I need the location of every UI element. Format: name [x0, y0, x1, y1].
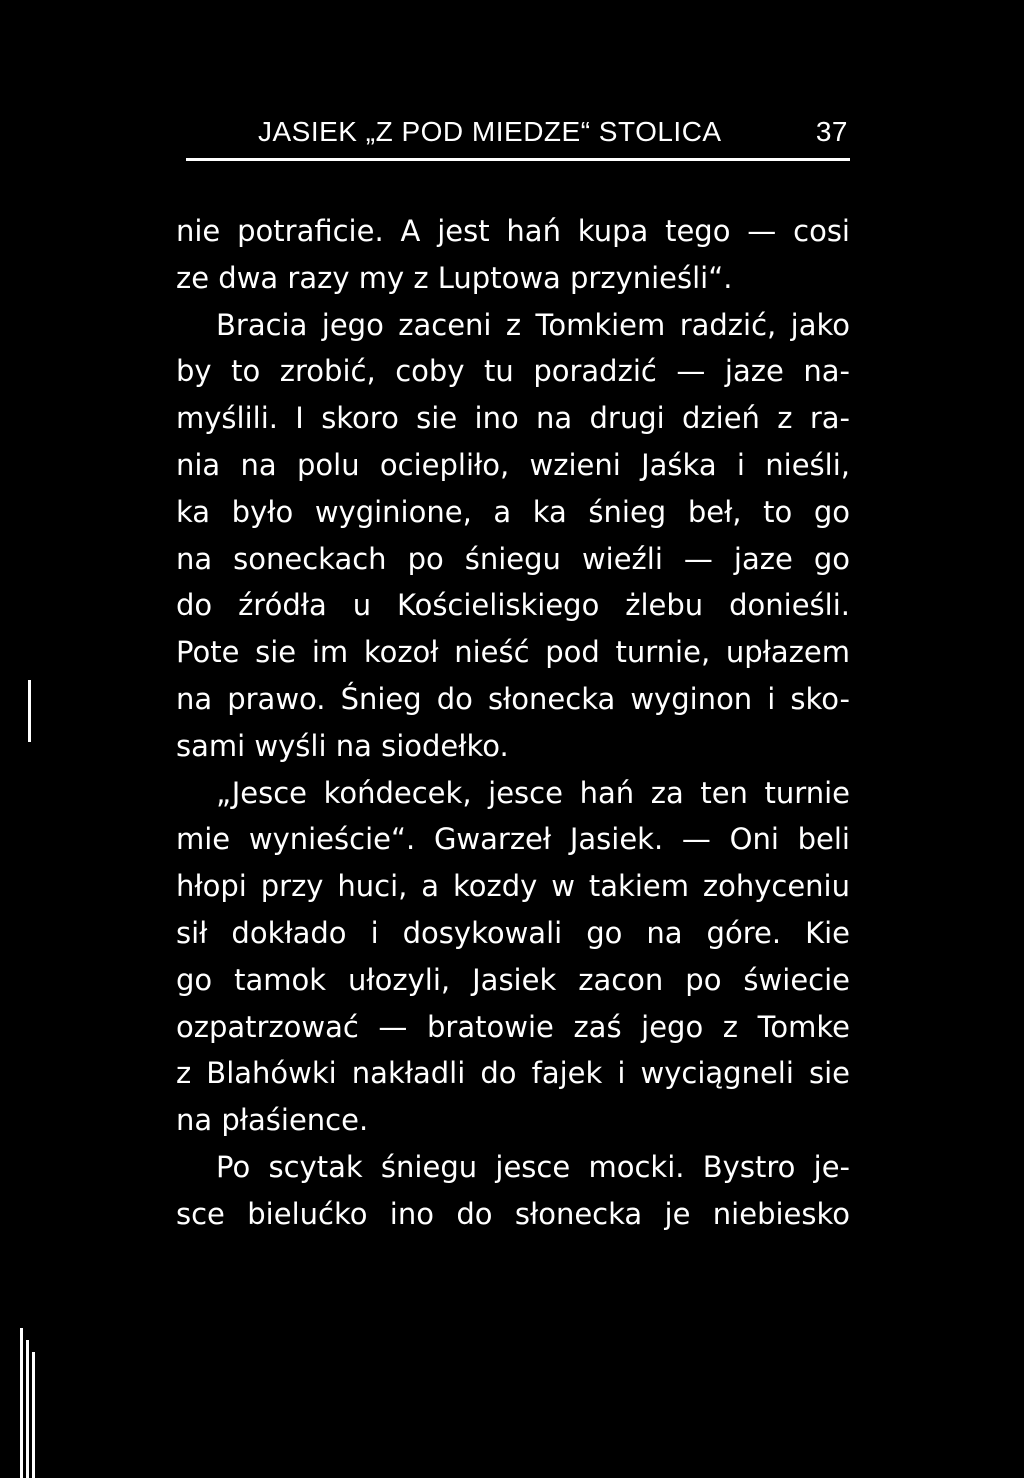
text-line: „Jesce końdecek, jesce hań za ten turnie	[216, 775, 850, 810]
text-line: na prawo. Śnieg do słonecka wyginon i sko-	[176, 681, 850, 716]
scan-margin-mark	[32, 1352, 35, 1478]
text-line: myślili. I skoro sie ino na drugi dzień z ra-	[176, 401, 850, 436]
text-line: ze dwa razy my z Luptowa przynieśli“.	[176, 260, 733, 295]
text-line: Bracia jego zaceni z Tomkiem radzić, jako	[216, 307, 850, 342]
text-line: by to zrobić, coby tu poradzić — jaze na-	[176, 354, 850, 389]
scan-margin-mark	[20, 1328, 23, 1478]
text-line: sce bielućko ino do słonecka je niebiesko	[176, 1196, 850, 1231]
text-line: Pote sie im kozoł nieść pod turnie, upłazem	[176, 635, 850, 670]
text-line: nia na polu ociepliło, wzieni Jaśka i nieśli,	[176, 447, 850, 482]
text-line: ozpatrzować — bratowie zaś jego z Tomke	[176, 1009, 850, 1044]
page-number: 37	[815, 116, 848, 147]
text-line: na soneckach po śniegu wieźli — jaze go	[176, 541, 850, 576]
running-header-title: JASIEK „Z POD MIEDZE“ STOLICA	[258, 116, 722, 147]
scan-margin-mark	[28, 680, 31, 742]
text-line: Po scytak śniegu jesce mocki. Bystro je-	[216, 1149, 850, 1184]
text-line: z Blahówki nakładli do fajek i wyciągneli sie	[176, 1056, 850, 1091]
running-header	[258, 116, 850, 156]
text-line: na płaśience.	[176, 1103, 369, 1138]
header-divider	[186, 158, 850, 161]
text-line: sami wyśli na siodełko.	[176, 728, 509, 763]
text-line: mie wynieście“. Gwarzeł Jasiek. — Oni beli	[176, 822, 850, 857]
body-text	[176, 208, 850, 1238]
scan-margin-mark	[26, 1340, 29, 1478]
text-line: ka było wyginione, a ka śnieg beł, to go	[176, 494, 850, 529]
text-line: nie potraficie. A jest hań kupa tego — cosi	[176, 214, 850, 248]
text-line: hłopi przy huci, a kozdy w takiem zohyceniu	[176, 869, 850, 904]
text-line: do źródła u Kościeliskiego żlebu donieśli.	[176, 588, 850, 623]
text-line: sił dokłado i dosykowali go na góre. Kie	[176, 915, 850, 950]
text-line: go tamok ułozyli, Jasiek zacon po świecie	[176, 962, 850, 997]
